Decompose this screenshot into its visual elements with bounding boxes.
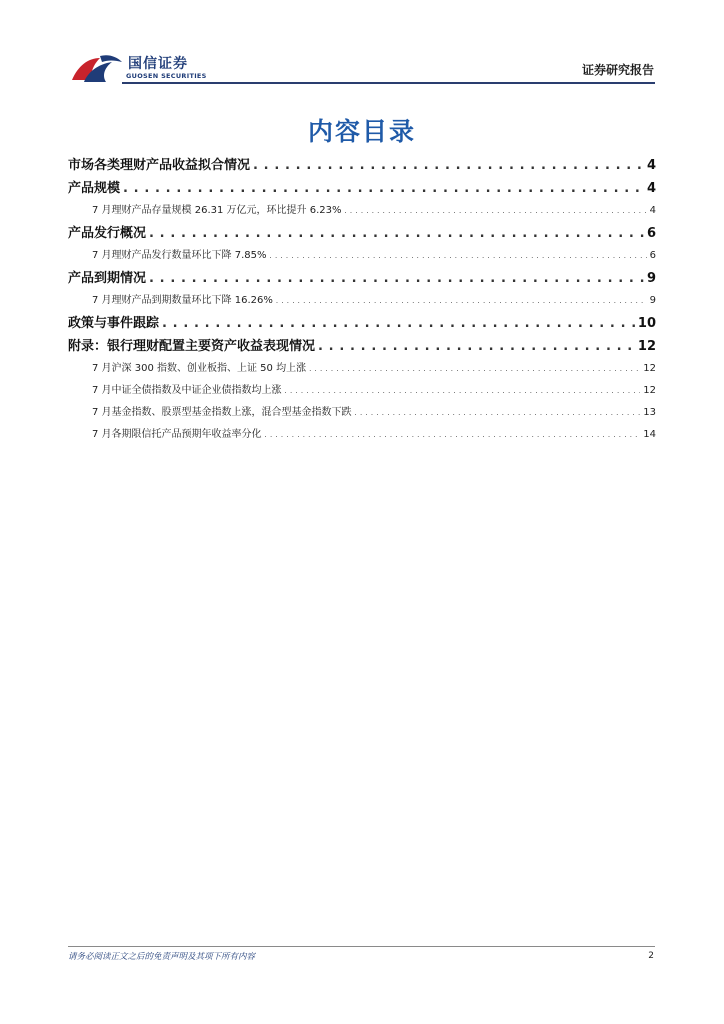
toc-entry-text: 附录：银行理财配置主要资产收益表现情况 xyxy=(68,339,316,354)
toc-page-number: 14 xyxy=(643,429,656,440)
header-divider xyxy=(122,82,655,84)
toc-leader-dots xyxy=(265,424,641,446)
toc-entry-text: 政策与事件跟踪 xyxy=(68,316,160,331)
toc-entry-section[interactable] xyxy=(68,177,656,200)
toc-entry-text: 7 月基金指数、股票型基金指数上涨，混合型基金指数下跌 xyxy=(92,407,352,418)
toc-leader-dots xyxy=(318,335,635,358)
toc-leader-dots xyxy=(309,358,640,380)
toc-title: 内容目录 xyxy=(307,117,416,146)
page-number: 2 xyxy=(648,951,654,961)
toc-entry-text: 7 月理财产品到期数量环比下降 16.26% xyxy=(92,295,273,306)
toc-leader-dots xyxy=(149,267,644,290)
toc-leader-dots xyxy=(285,380,641,402)
toc-page-number: 6 xyxy=(649,250,656,261)
toc-entry-subsection[interactable] xyxy=(68,290,656,312)
toc-page-number: 12 xyxy=(643,363,656,374)
toc-entry-text: 7 月理财产品发行数量环比下降 7.85% xyxy=(92,250,267,261)
toc-page-number: 9 xyxy=(649,295,656,306)
toc-entry-section[interactable] xyxy=(68,222,656,245)
toc-entry-text: 产品发行概况 xyxy=(68,226,147,241)
report-type-label: 证券研究报告 xyxy=(581,63,654,77)
logo-english-name: GUOSEN SECURITIES xyxy=(126,72,207,80)
toc-entry-subsection[interactable] xyxy=(68,424,656,446)
page-header xyxy=(0,0,724,90)
toc-entry-section[interactable] xyxy=(68,267,656,290)
toc-page-number: 4 xyxy=(646,158,656,173)
footer-disclaimer: 请务必阅读正文之后的免责声明及其项下所有内容 xyxy=(68,952,256,962)
toc-leader-dots xyxy=(270,245,647,267)
toc-entry-text: 7 月中证全债指数及中证企业债指数均上涨 xyxy=(92,385,282,396)
table-of-contents xyxy=(68,154,656,446)
footer-divider xyxy=(68,946,655,947)
toc-entry-section[interactable] xyxy=(68,335,656,358)
toc-entry-section[interactable] xyxy=(68,154,656,177)
toc-entry-subsection[interactable] xyxy=(68,402,656,424)
toc-page-number: 12 xyxy=(643,385,656,396)
toc-leader-dots xyxy=(355,402,641,424)
toc-entry-subsection[interactable] xyxy=(68,380,656,402)
toc-entry-text: 市场各类理财产品收益拟合情况 xyxy=(68,158,251,173)
toc-entry-text: 产品规模 xyxy=(68,181,121,196)
toc-leader-dots xyxy=(253,154,644,177)
toc-page-number: 9 xyxy=(646,271,656,286)
toc-entry-text: 7 月沪深 300 指数、创业板指、上证 50 均上涨 xyxy=(92,363,307,374)
toc-page-number: 4 xyxy=(649,205,656,216)
logo-chinese-name: 国信证券 xyxy=(128,56,188,72)
toc-page-number: 10 xyxy=(637,316,656,331)
toc-page-number: 6 xyxy=(646,226,656,241)
toc-entry-subsection[interactable] xyxy=(68,245,656,267)
guosen-logo xyxy=(70,52,210,86)
toc-leader-dots xyxy=(162,312,635,335)
toc-entry-text: 产品到期情况 xyxy=(68,271,147,286)
toc-entry-subsection[interactable] xyxy=(68,358,656,380)
toc-entry-subsection[interactable] xyxy=(68,200,656,222)
guosen-logo-icon xyxy=(70,52,124,84)
toc-page-number: 13 xyxy=(643,407,656,418)
toc-leader-dots xyxy=(123,177,644,200)
toc-leader-dots xyxy=(276,290,647,312)
toc-leader-dots xyxy=(344,200,646,222)
toc-entry-text: 7 月各期限信托产品预期年收益率分化 xyxy=(92,429,262,440)
toc-leader-dots xyxy=(149,222,644,245)
toc-page-number: 12 xyxy=(637,339,656,354)
toc-page-number: 4 xyxy=(646,181,656,196)
toc-entry-text: 7 月理财产品存量规模 26.31 万亿元，环比提升 6.23% xyxy=(92,205,342,216)
toc-entry-section[interactable] xyxy=(68,312,656,335)
